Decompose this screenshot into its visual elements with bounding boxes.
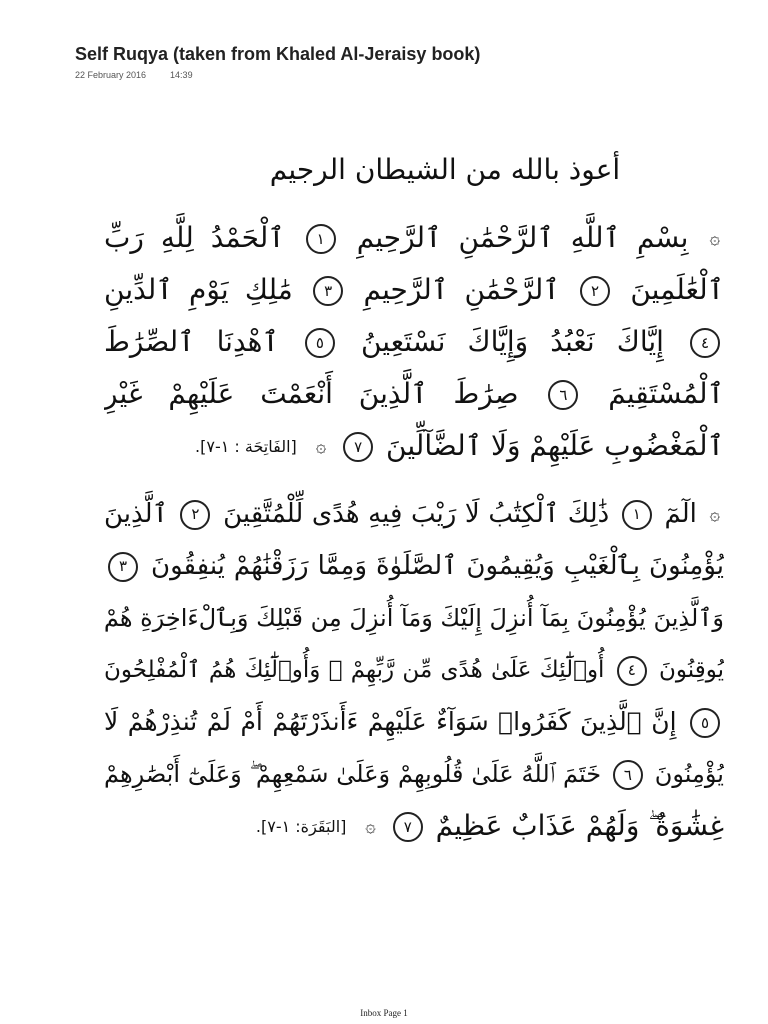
verse-text: ٱلْمَغْضُوبِ عَلَيْهِمْ وَلَا ٱلضَّآلِّينَ — [386, 429, 724, 462]
verse-text: ٱلَّذِينَ — [104, 499, 168, 529]
note-header — [75, 42, 715, 80]
note-time: 14:39 — [170, 70, 193, 80]
verse-text: يُوقِنُونَ — [659, 657, 724, 683]
ayah-number-marker: ٣ — [108, 552, 138, 582]
ornament-icon: ۞ — [709, 228, 720, 249]
verse-line — [104, 592, 724, 644]
verse-text: إِنَّ ٱلَّذِينَ كَفَرُوا۟ سَوَآءٌ عَلَيْهِمْ ءَأَنذَرْتَهُمْ أَمْ لَمْ تُنذِرْهُمْ لَا — [104, 707, 677, 736]
verse-text: خَتَمَ ٱللَّهُ عَلَىٰ قُلُوبِهِمْ وَعَلَىٰ سَمْعِهِمْ ۖ وَعَلَىٰٓ أَبْصَٰرِهِمْ — [104, 760, 602, 788]
verse-text: الٓمٓ — [664, 499, 697, 529]
verse-line — [104, 800, 724, 852]
verse-text: أُو۟لَٰٓئِكَ عَلَىٰ هُدًى مِّن رَّبِّهِمْ ۖ وَأُو۟لَٰٓئِكَ هُمُ ٱلْمُفْلِحُونَ — [104, 657, 605, 683]
verse-text: صِرَٰطَ ٱلَّذِينَ أَنْعَمْتَ عَلَيْهِمْ غَيْرِ — [104, 377, 519, 410]
ayah-number-marker: ٤ — [617, 656, 647, 686]
note-meta — [75, 70, 715, 80]
surah-baqara-passage — [104, 488, 724, 852]
verse-text: ٱهْدِنَا ٱلصِّرَٰطَ — [104, 325, 279, 358]
verse-line — [104, 696, 724, 748]
verse-line — [104, 368, 724, 420]
surah-citation: [البَقَرَة: ١-٧]. — [255, 817, 347, 836]
verse-text: ٱلْعَٰلَمِينَ — [630, 273, 724, 306]
ayah-number-marker: ٤ — [690, 328, 720, 358]
verse-text: مَٰلِكِ يَوْمِ ٱلدِّينِ — [104, 273, 293, 306]
verse-line — [104, 748, 724, 800]
ayah-number-marker: ٢ — [180, 500, 210, 530]
verse-line — [104, 488, 724, 540]
verse-text: ٱلرَّحْمَٰنِ ٱلرَّحِيمِ — [363, 273, 560, 306]
note-date: 22 February 2016 — [75, 70, 147, 80]
ayah-number-marker: ٧ — [393, 812, 423, 842]
verse-line — [104, 644, 724, 696]
verse-line — [104, 316, 724, 368]
verse-line — [104, 420, 724, 472]
ayah-number-marker: ١ — [622, 500, 652, 530]
surah-fatiha-passage — [104, 212, 724, 472]
ayah-number-marker: ٢ — [580, 276, 610, 306]
ayah-number-marker: ٦ — [613, 760, 643, 790]
page-title: Self Ruqya (taken from Khaled Al-Jeraisy book) — [75, 44, 481, 64]
page-footer: Inbox Page 1 — [360, 1008, 408, 1018]
ornament-icon: ۞ — [315, 436, 327, 457]
ornament-icon: ۞ — [709, 503, 721, 525]
seeking-refuge-heading: أعوذ بالله من الشيطان الرجيم — [269, 153, 621, 186]
verse-text: إِيَّاكَ نَعْبُدُ وَإِيَّاكَ نَسْتَعِينُ — [360, 325, 664, 358]
ayah-number-marker: ٥ — [305, 328, 335, 358]
ornament-icon: ۞ — [365, 816, 376, 837]
verse-text: غِشَٰوَةٌ ۖ وَلَهُمْ عَذَابٌ عَظِيمٌ — [435, 809, 724, 842]
verse-text: ٱلْمُسْتَقِيمَ — [608, 377, 724, 410]
ayah-number-marker: ١ — [306, 224, 336, 254]
verse-text: وَٱلَّذِينَ يُؤْمِنُونَ بِمَآ أُنزِلَ إِلَيْكَ وَمَآ أُنزِلَ مِن قَبْلِكَ وَبِٱلْءَاخِرَةِ هُمْ — [104, 604, 724, 632]
ayah-number-marker: ٧ — [343, 432, 373, 462]
ayah-number-marker: ٣ — [313, 276, 343, 306]
surah-citation: [الفَاتِحَة : ١-٧]. — [195, 437, 297, 456]
verse-line — [104, 540, 724, 592]
verse-text: بِسْمِ ٱللَّهِ ٱلرَّحْمَٰنِ ٱلرَّحِيمِ — [356, 221, 689, 254]
verse-text: ٱلْحَمْدُ لِلَّهِ رَبِّ — [104, 221, 285, 254]
verse-line — [104, 212, 724, 264]
verse-line — [104, 264, 724, 316]
verse-text: يُؤْمِنُونَ بِٱلْغَيْبِ وَيُقِيمُونَ ٱلصَّلَوٰةَ وَمِمَّا رَزَقْنَٰهُمْ يُنفِقُونَ — [151, 551, 724, 581]
ayah-number-marker: ٦ — [548, 380, 578, 410]
verse-text: ذَٰلِكَ ٱلْكِتَٰبُ لَا رَيْبَ فِيهِ هُدًى لِّلْمُتَّقِينَ — [223, 499, 610, 529]
ayah-number-marker: ٥ — [690, 708, 720, 738]
verse-text: يُؤْمِنُونَ — [654, 760, 724, 788]
